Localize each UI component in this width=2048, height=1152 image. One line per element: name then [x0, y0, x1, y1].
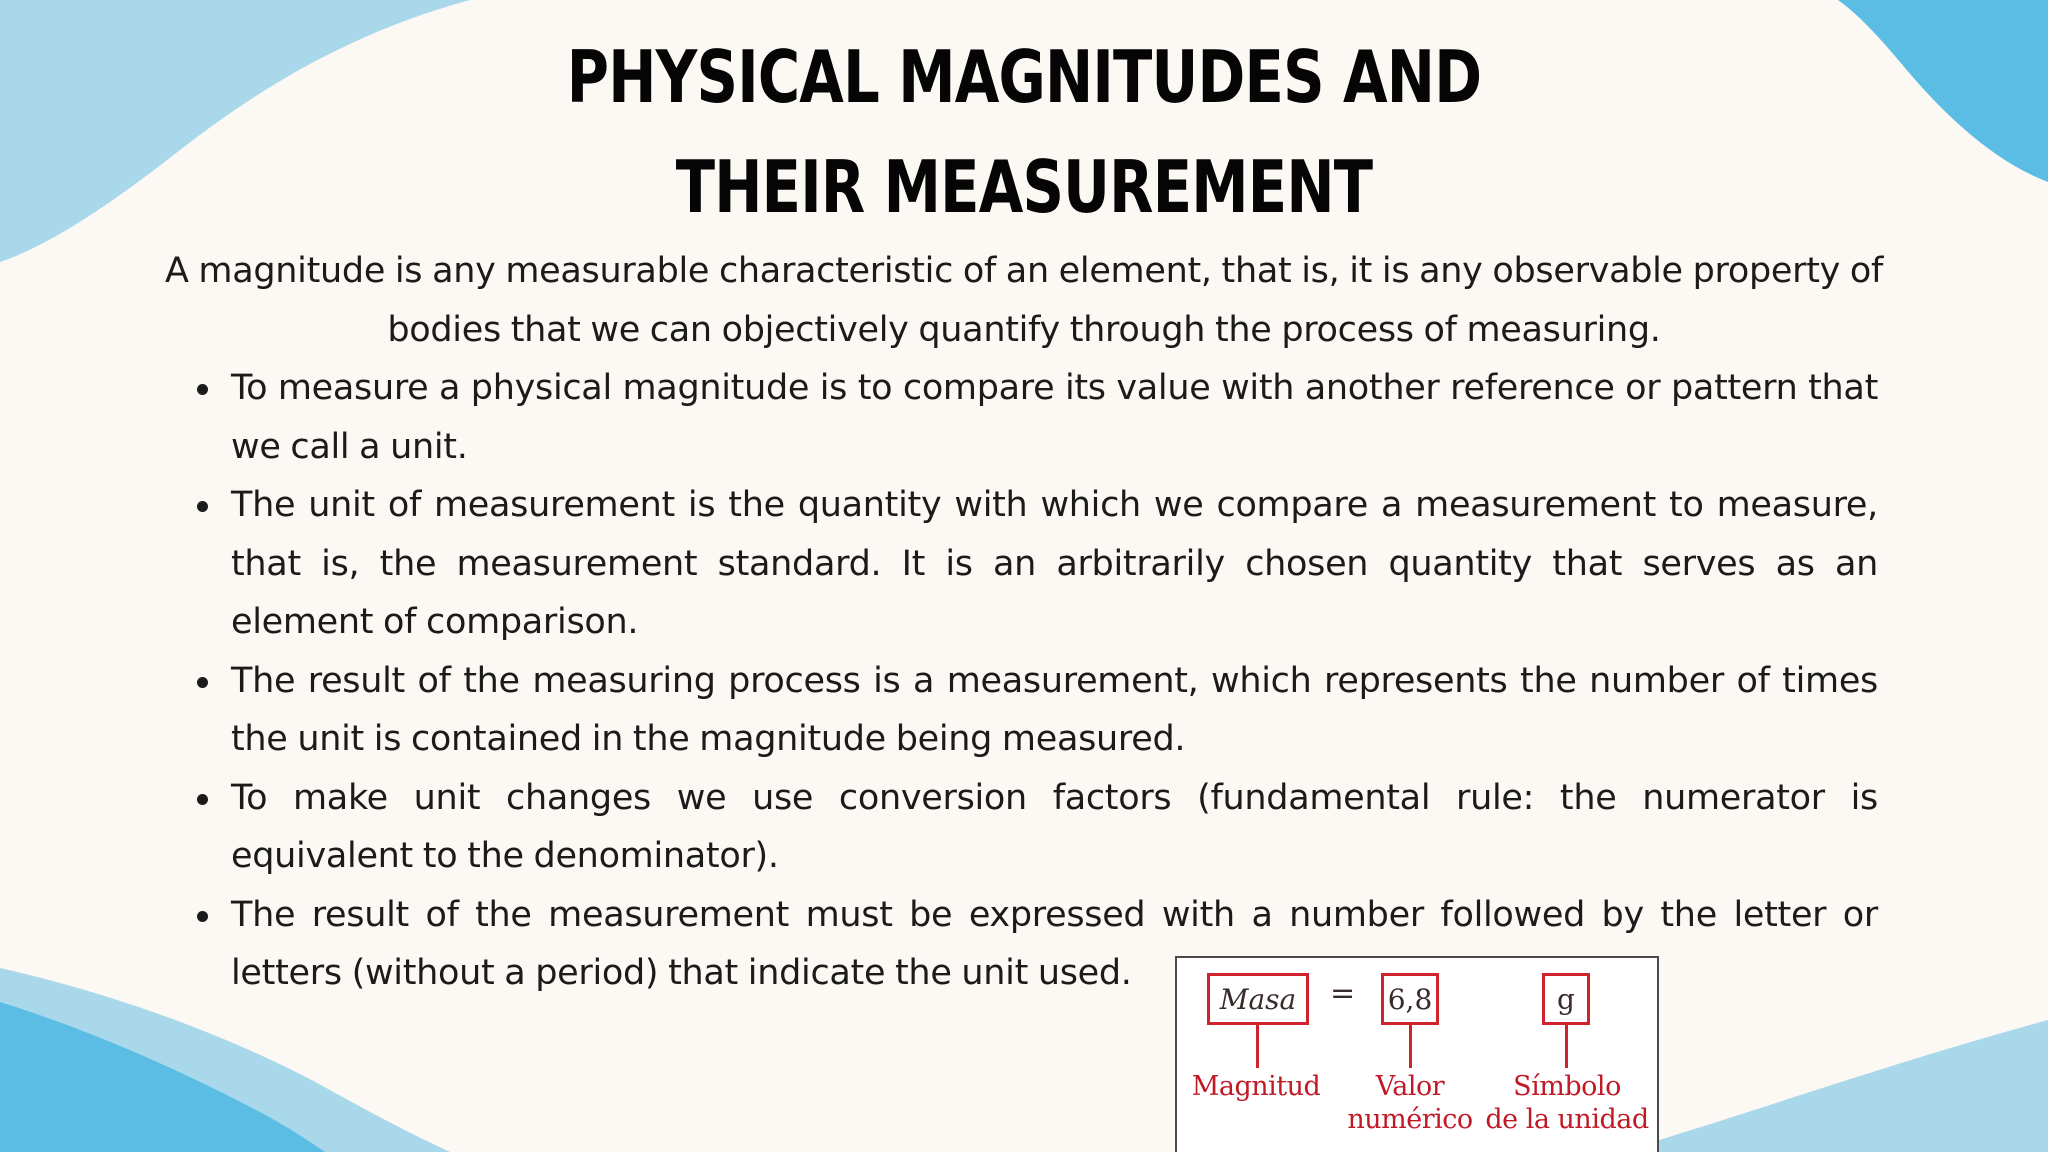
bullet-list [231, 359, 1878, 1003]
numeric-value-label [1342, 1070, 1478, 1136]
bullet-item [231, 652, 1878, 769]
measurement-diagram [1175, 956, 1659, 1152]
unit-connector-line [1565, 1025, 1568, 1068]
numeric-value-label-line1: Valor [1375, 1071, 1445, 1102]
bullet-dot-icon [197, 794, 208, 805]
value-connector-line [1409, 1025, 1412, 1068]
bullet-item [231, 359, 1878, 476]
unit-symbol-label-line1: Símbolo [1513, 1071, 1621, 1102]
magnitude-box: Masa [1207, 973, 1309, 1025]
bullet-dot-icon [197, 384, 208, 395]
numeric-value-label-line2: numérico [1347, 1104, 1473, 1135]
numeric-value-box: 6,8 [1381, 973, 1439, 1025]
bullet-item [231, 769, 1878, 886]
intro-paragraph: A magnitude is any measurable characteristic of an element, that is, it is any observable property of bodies that we can objectively quantify through the process of measuring. [164, 251, 1884, 350]
bullet-dot-icon [197, 501, 208, 512]
magnitude-connector-line [1256, 1025, 1259, 1068]
magnitude-label: Magnitud [1191, 1071, 1321, 1102]
unit-symbol-label [1485, 1070, 1649, 1136]
slide-title: PHYSICAL MAGNITUDES AND THEIR MEASUREMENT [566, 35, 1482, 229]
bullet-dot-icon [197, 677, 208, 688]
bullet-text: The result of the measurement must be expressed with a number followed by the letter or letters (without a period) that indicate the unit used. [231, 894, 1878, 993]
bullet-text: The unit of measurement is the quantity with which we compare a measurement to measure, that is, the measurement standard. It is an arbitrarily chosen quantity that serves as an element of comparison. [231, 485, 1878, 642]
bullet-item [231, 476, 1878, 652]
equals-sign: = [1330, 976, 1356, 1011]
bullet-text: To measure a physical magnitude is to compare its value with another reference or pattern that we call a unit. [231, 368, 1878, 467]
unit-symbol-label-line2: de la unidad [1485, 1104, 1649, 1135]
bullet-text: The result of the measuring process is a measurement, which represents the number of times the unit is contained in the magnitude being measured. [231, 660, 1878, 759]
unit-symbol-box: g [1542, 973, 1590, 1025]
bullet-dot-icon [197, 911, 208, 922]
bullet-text: To make unit changes we use conversion factors (fundamental rule: the numerator is equivalent to the denominator). [231, 777, 1878, 876]
